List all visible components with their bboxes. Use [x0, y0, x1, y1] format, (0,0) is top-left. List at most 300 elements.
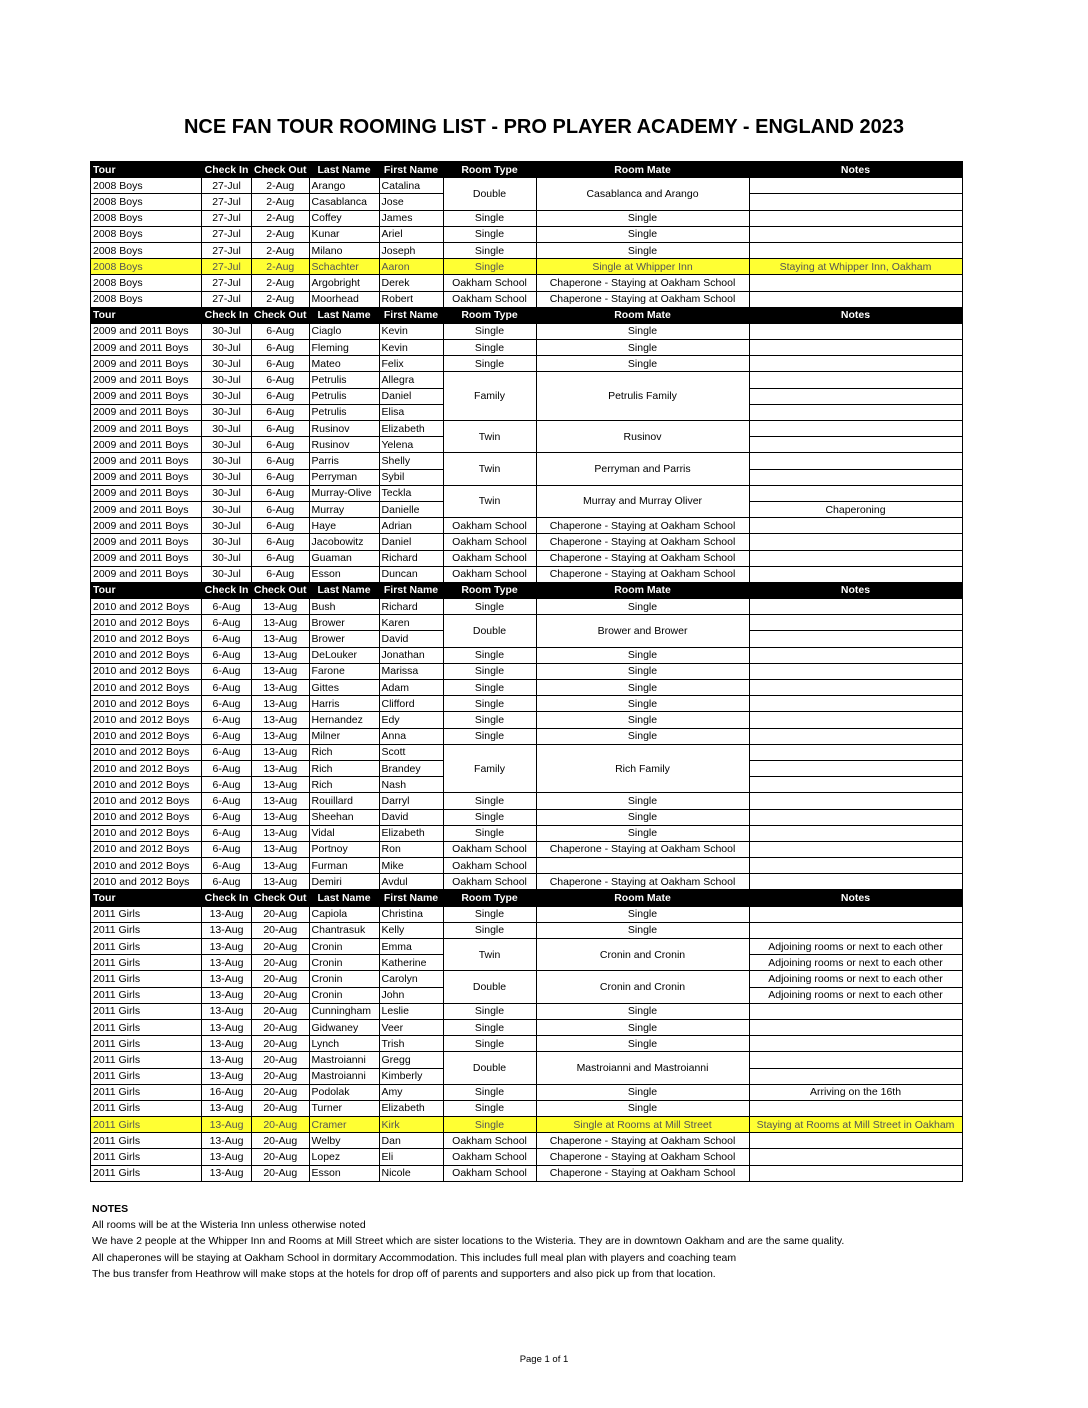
notes-cell — [749, 631, 962, 647]
table-header-row — [91, 890, 963, 906]
check-in-cell: 27-Jul — [202, 178, 252, 194]
last-name-cell: Ciaglo — [309, 323, 379, 339]
tour-cell: 2011 Girls — [91, 1068, 202, 1084]
check-in-cell: 13-Aug — [202, 939, 252, 955]
last-name-cell: Kunar — [309, 226, 379, 242]
check-in-cell: 6-Aug — [202, 680, 252, 696]
room-type-cell: Single — [443, 809, 536, 825]
check-out-cell: 13-Aug — [252, 809, 310, 825]
last-name-cell: Perryman — [309, 469, 379, 485]
header-room-mate: Room Mate — [536, 162, 749, 178]
check-out-cell: 13-Aug — [252, 858, 310, 874]
notes-cell — [749, 841, 962, 857]
notes-section — [92, 1201, 844, 1282]
room-mate-cell: Single — [536, 340, 749, 356]
table-row — [91, 323, 963, 339]
header-tour: Tour — [91, 582, 202, 598]
room-type-cell: Oakham School — [443, 858, 536, 874]
tour-cell: 2010 and 2012 Boys — [91, 647, 202, 663]
check-out-cell: 6-Aug — [252, 485, 310, 501]
header-tour: Tour — [91, 162, 202, 178]
room-mate-cell: Brower and Brower — [536, 615, 749, 647]
first-name-cell: Richard — [379, 599, 443, 615]
room-mate-cell: Single at Rooms at Mill Street — [536, 1117, 749, 1133]
notes-cell — [749, 858, 962, 874]
header-check-out: Check Out — [252, 582, 310, 598]
tour-cell: 2011 Girls — [91, 987, 202, 1003]
first-name-cell: Kevin — [379, 323, 443, 339]
tour-cell: 2008 Boys — [91, 242, 202, 258]
check-out-cell: 20-Aug — [252, 1003, 310, 1019]
tour-cell: 2011 Girls — [91, 1133, 202, 1149]
room-mate-cell: Murray and Murray Oliver — [536, 485, 749, 517]
last-name-cell: Rouillard — [309, 793, 379, 809]
room-type-cell: Single — [443, 696, 536, 712]
table-row — [91, 874, 963, 890]
rooming-table — [90, 161, 963, 1182]
first-name-cell: Edy — [379, 712, 443, 728]
room-type-cell: Oakham School — [443, 291, 536, 307]
check-in-cell: 27-Jul — [202, 210, 252, 226]
room-type-cell: Oakham School — [443, 550, 536, 566]
check-in-cell: 30-Jul — [202, 372, 252, 388]
header-room-type: Room Type — [443, 890, 536, 906]
check-in-cell: 6-Aug — [202, 760, 252, 776]
last-name-cell: Brower — [309, 615, 379, 631]
room-type-cell: Single — [443, 647, 536, 663]
first-name-cell: Robert — [379, 291, 443, 307]
tour-cell: 2010 and 2012 Boys — [91, 615, 202, 631]
room-type-cell: Single — [443, 323, 536, 339]
room-type-cell: Oakham School — [443, 841, 536, 857]
room-type-cell: Single — [443, 356, 536, 372]
room-mate-cell: Single — [536, 647, 749, 663]
check-in-cell: 6-Aug — [202, 858, 252, 874]
room-type-cell: Single — [443, 1100, 536, 1116]
room-type-cell: Single — [443, 825, 536, 841]
notes-cell — [749, 388, 962, 404]
notes-cell — [749, 534, 962, 550]
room-mate-cell: Chaperone - Staying at Oakham School — [536, 566, 749, 582]
header-last-name: Last Name — [309, 162, 379, 178]
room-type-cell: Oakham School — [443, 1133, 536, 1149]
first-name-cell: James — [379, 210, 443, 226]
first-name-cell: Kimberly — [379, 1068, 443, 1084]
notes-cell — [749, 469, 962, 485]
header-notes: Notes — [749, 582, 962, 598]
check-in-cell: 6-Aug — [202, 599, 252, 615]
room-mate-cell: Petrulis Family — [536, 372, 749, 421]
tour-cell: 2009 and 2011 Boys — [91, 469, 202, 485]
room-mate-cell: Single — [536, 663, 749, 679]
tour-cell: 2009 and 2011 Boys — [91, 356, 202, 372]
notes-cell — [749, 1068, 962, 1084]
room-type-cell: Double — [443, 615, 536, 647]
table-row — [91, 421, 963, 437]
room-type-cell: Oakham School — [443, 874, 536, 890]
tour-cell: 2008 Boys — [91, 259, 202, 275]
room-type-cell: Single — [443, 793, 536, 809]
room-mate-cell: Single — [536, 712, 749, 728]
check-out-cell: 13-Aug — [252, 712, 310, 728]
check-in-cell: 27-Jul — [202, 275, 252, 291]
check-in-cell: 6-Aug — [202, 712, 252, 728]
table-row — [91, 1084, 963, 1100]
header-room-mate: Room Mate — [536, 890, 749, 906]
table-row — [91, 226, 963, 242]
check-out-cell: 6-Aug — [252, 340, 310, 356]
notes-cell: Adjoining rooms or next to each other — [749, 971, 962, 987]
notes-cell — [749, 291, 962, 307]
check-out-cell: 6-Aug — [252, 518, 310, 534]
note-line: We have 2 people at the Whipper Inn and Rooms at Mill Street which are sister locations to the Wisteria. They are in downtown Oakham and are the same quality. — [92, 1235, 845, 1248]
room-mate-cell: Single — [536, 356, 749, 372]
check-out-cell: 6-Aug — [252, 566, 310, 582]
check-in-cell: 13-Aug — [202, 922, 252, 938]
notes-cell — [749, 1165, 962, 1181]
first-name-cell: Elizabeth — [379, 825, 443, 841]
notes-cell — [749, 809, 962, 825]
room-mate-cell: Single — [536, 809, 749, 825]
first-name-cell: Ariel — [379, 226, 443, 242]
tour-cell: 2011 Girls — [91, 1100, 202, 1116]
first-name-cell: Catalina — [379, 178, 443, 194]
table-row — [91, 922, 963, 938]
header-last-name: Last Name — [309, 890, 379, 906]
header-first-name: First Name — [379, 162, 443, 178]
first-name-cell: Amy — [379, 1084, 443, 1100]
tour-cell: 2011 Girls — [91, 1165, 202, 1181]
tour-cell: 2011 Girls — [91, 1084, 202, 1100]
check-out-cell: 13-Aug — [252, 841, 310, 857]
room-mate-cell: Casablanca and Arango — [536, 178, 749, 210]
first-name-cell: Elizabeth — [379, 1100, 443, 1116]
first-name-cell: Allegra — [379, 372, 443, 388]
header-notes: Notes — [749, 162, 962, 178]
check-out-cell: 6-Aug — [252, 372, 310, 388]
check-out-cell: 13-Aug — [252, 825, 310, 841]
last-name-cell: Milner — [309, 728, 379, 744]
check-out-cell: 13-Aug — [252, 663, 310, 679]
note-line: All rooms will be at the Wisteria Inn unless otherwise noted — [92, 1219, 366, 1232]
room-mate-cell — [536, 858, 749, 874]
last-name-cell: Jacobowitz — [309, 534, 379, 550]
first-name-cell: Nicole — [379, 1165, 443, 1181]
table-row — [91, 275, 963, 291]
tour-cell: 2010 and 2012 Boys — [91, 631, 202, 647]
room-mate-cell: Rusinov — [536, 421, 749, 453]
table-row — [91, 744, 963, 760]
room-type-cell: Double — [443, 971, 536, 1003]
check-out-cell: 6-Aug — [252, 356, 310, 372]
room-mate-cell: Chaperone - Staying at Oakham School — [536, 841, 749, 857]
room-type-cell: Single — [443, 712, 536, 728]
last-name-cell: Milano — [309, 242, 379, 258]
header-last-name: Last Name — [309, 582, 379, 598]
first-name-cell: Christina — [379, 906, 443, 922]
notes-cell — [749, 712, 962, 728]
first-name-cell: Daniel — [379, 534, 443, 550]
first-name-cell: Trish — [379, 1036, 443, 1052]
table-row — [91, 858, 963, 874]
check-out-cell: 20-Aug — [252, 1052, 310, 1068]
last-name-cell: Rich — [309, 777, 379, 793]
notes-cell — [749, 550, 962, 566]
check-out-cell: 20-Aug — [252, 987, 310, 1003]
check-out-cell: 2-Aug — [252, 291, 310, 307]
room-mate-cell: Chaperone - Staying at Oakham School — [536, 1165, 749, 1181]
room-mate-cell: Single — [536, 323, 749, 339]
room-mate-cell: Single — [536, 599, 749, 615]
check-in-cell: 16-Aug — [202, 1084, 252, 1100]
last-name-cell: Coffey — [309, 210, 379, 226]
last-name-cell: Rich — [309, 760, 379, 776]
header-first-name: First Name — [379, 890, 443, 906]
last-name-cell: Farone — [309, 663, 379, 679]
check-out-cell: 13-Aug — [252, 874, 310, 890]
last-name-cell: Harris — [309, 696, 379, 712]
check-in-cell: 27-Jul — [202, 242, 252, 258]
tour-cell: 2009 and 2011 Boys — [91, 404, 202, 420]
notes-cell: Arriving on the 16th — [749, 1084, 962, 1100]
check-in-cell: 13-Aug — [202, 1165, 252, 1181]
check-in-cell: 13-Aug — [202, 1003, 252, 1019]
room-mate-cell: Single — [536, 922, 749, 938]
check-in-cell: 6-Aug — [202, 615, 252, 631]
notes-cell — [749, 793, 962, 809]
tour-cell: 2009 and 2011 Boys — [91, 323, 202, 339]
room-type-cell: Single — [443, 340, 536, 356]
room-type-cell: Family — [443, 744, 536, 793]
check-in-cell: 30-Jul — [202, 356, 252, 372]
notes-cell — [749, 566, 962, 582]
check-in-cell: 6-Aug — [202, 728, 252, 744]
check-in-cell: 30-Jul — [202, 566, 252, 582]
check-in-cell: 6-Aug — [202, 825, 252, 841]
last-name-cell: Parris — [309, 453, 379, 469]
last-name-cell: Demiri — [309, 874, 379, 890]
notes-cell — [749, 663, 962, 679]
check-in-cell: 6-Aug — [202, 744, 252, 760]
tour-cell: 2010 and 2012 Boys — [91, 712, 202, 728]
last-name-cell: Schachter — [309, 259, 379, 275]
check-in-cell: 6-Aug — [202, 809, 252, 825]
tour-cell: 2011 Girls — [91, 1019, 202, 1035]
tour-cell: 2010 and 2012 Boys — [91, 874, 202, 890]
room-type-cell: Single — [443, 663, 536, 679]
check-in-cell: 13-Aug — [202, 955, 252, 971]
room-mate-cell: Chaperone - Staying at Oakham School — [536, 275, 749, 291]
room-type-cell: Single — [443, 1019, 536, 1035]
notes-cell — [749, 178, 962, 194]
last-name-cell: Brower — [309, 631, 379, 647]
tour-cell: 2010 and 2012 Boys — [91, 599, 202, 615]
check-in-cell: 13-Aug — [202, 1117, 252, 1133]
first-name-cell: Mike — [379, 858, 443, 874]
tour-cell: 2010 and 2012 Boys — [91, 809, 202, 825]
first-name-cell: Danielle — [379, 501, 443, 517]
tour-cell: 2010 and 2012 Boys — [91, 728, 202, 744]
notes-cell — [749, 922, 962, 938]
table-row — [91, 599, 963, 615]
room-mate-cell: Single — [536, 242, 749, 258]
last-name-cell: Bush — [309, 599, 379, 615]
check-in-cell: 13-Aug — [202, 1019, 252, 1035]
last-name-cell: Furman — [309, 858, 379, 874]
last-name-cell: Cramer — [309, 1117, 379, 1133]
first-name-cell: Leslie — [379, 1003, 443, 1019]
room-type-cell: Single — [443, 259, 536, 275]
tour-cell: 2011 Girls — [91, 971, 202, 987]
header-room-type: Room Type — [443, 307, 536, 323]
notes-cell — [749, 226, 962, 242]
first-name-cell: Elizabeth — [379, 421, 443, 437]
first-name-cell: Adam — [379, 680, 443, 696]
notes-cell — [749, 323, 962, 339]
header-notes: Notes — [749, 890, 962, 906]
first-name-cell: Dan — [379, 1133, 443, 1149]
header-room-mate: Room Mate — [536, 582, 749, 598]
first-name-cell: Kevin — [379, 340, 443, 356]
first-name-cell: Kelly — [379, 922, 443, 938]
header-tour: Tour — [91, 890, 202, 906]
header-check-in: Check In — [202, 162, 252, 178]
last-name-cell: Haye — [309, 518, 379, 534]
last-name-cell: Hernandez — [309, 712, 379, 728]
first-name-cell: Emma — [379, 939, 443, 955]
tour-cell: 2010 and 2012 Boys — [91, 841, 202, 857]
first-name-cell: Carolyn — [379, 971, 443, 987]
last-name-cell: Cronin — [309, 987, 379, 1003]
first-name-cell: Yelena — [379, 437, 443, 453]
room-mate-cell: Single — [536, 825, 749, 841]
notes-cell — [749, 615, 962, 631]
table-row — [91, 663, 963, 679]
room-mate-cell: Chaperone - Staying at Oakham School — [536, 874, 749, 890]
notes-cell — [749, 242, 962, 258]
tour-cell: 2009 and 2011 Boys — [91, 372, 202, 388]
tour-cell: 2011 Girls — [91, 1052, 202, 1068]
room-mate-cell: Single — [536, 226, 749, 242]
last-name-cell: Podolak — [309, 1084, 379, 1100]
check-in-cell: 30-Jul — [202, 404, 252, 420]
check-out-cell: 20-Aug — [252, 939, 310, 955]
last-name-cell: Casablanca — [309, 194, 379, 210]
header-last-name: Last Name — [309, 307, 379, 323]
first-name-cell: Brandey — [379, 760, 443, 776]
room-mate-cell: Cronin and Cronin — [536, 971, 749, 1003]
first-name-cell: Aaron — [379, 259, 443, 275]
header-check-in: Check In — [202, 307, 252, 323]
check-out-cell: 2-Aug — [252, 275, 310, 291]
first-name-cell: Shelly — [379, 453, 443, 469]
room-mate-cell: Chaperone - Staying at Oakham School — [536, 1133, 749, 1149]
check-out-cell: 20-Aug — [252, 1149, 310, 1165]
room-mate-cell: Chaperone - Staying at Oakham School — [536, 518, 749, 534]
header-check-in: Check In — [202, 890, 252, 906]
notes-cell — [749, 194, 962, 210]
room-mate-cell: Single — [536, 696, 749, 712]
room-type-cell: Twin — [443, 453, 536, 485]
notes-cell — [749, 777, 962, 793]
tour-cell: 2008 Boys — [91, 194, 202, 210]
notes-cell — [749, 680, 962, 696]
first-name-cell: Karen — [379, 615, 443, 631]
header-first-name: First Name — [379, 582, 443, 598]
table-row — [91, 1117, 963, 1133]
check-in-cell: 6-Aug — [202, 841, 252, 857]
tour-cell: 2011 Girls — [91, 922, 202, 938]
table-row — [91, 518, 963, 534]
check-out-cell: 2-Aug — [252, 210, 310, 226]
room-type-cell: Oakham School — [443, 1149, 536, 1165]
tour-cell: 2011 Girls — [91, 1036, 202, 1052]
tour-cell: 2009 and 2011 Boys — [91, 485, 202, 501]
table-row — [91, 259, 963, 275]
notes-cell — [749, 340, 962, 356]
last-name-cell: Sheehan — [309, 809, 379, 825]
notes-cell — [749, 906, 962, 922]
room-type-cell: Single — [443, 728, 536, 744]
room-type-cell: Single — [443, 1003, 536, 1019]
tour-cell: 2009 and 2011 Boys — [91, 534, 202, 550]
notes-cell — [749, 825, 962, 841]
notes-cell — [749, 744, 962, 760]
tour-cell: 2008 Boys — [91, 291, 202, 307]
room-type-cell: Single — [443, 1117, 536, 1133]
check-in-cell: 13-Aug — [202, 987, 252, 1003]
room-type-cell: Family — [443, 372, 536, 421]
check-in-cell: 30-Jul — [202, 323, 252, 339]
table-row — [91, 1036, 963, 1052]
first-name-cell: Felix — [379, 356, 443, 372]
notes-cell — [749, 1036, 962, 1052]
last-name-cell: Murray — [309, 501, 379, 517]
check-out-cell: 20-Aug — [252, 971, 310, 987]
note-line: All chaperones will be staying at Oakham School in dormitary Accommodation. This includes full meal plan with players and coaching team — [92, 1251, 737, 1264]
check-in-cell: 13-Aug — [202, 971, 252, 987]
last-name-cell: Lynch — [309, 1036, 379, 1052]
notes-cell — [749, 485, 962, 501]
first-name-cell: Sybil — [379, 469, 443, 485]
table-row — [91, 178, 963, 194]
table-header-row — [91, 307, 963, 323]
notes-heading: NOTES — [92, 1203, 129, 1215]
tour-cell: 2009 and 2011 Boys — [91, 453, 202, 469]
first-name-cell: Clifford — [379, 696, 443, 712]
check-out-cell: 13-Aug — [252, 615, 310, 631]
check-out-cell: 20-Aug — [252, 1100, 310, 1116]
first-name-cell: Joseph — [379, 242, 443, 258]
room-mate-cell: Single — [536, 793, 749, 809]
table-row — [91, 906, 963, 922]
table-row — [91, 728, 963, 744]
notes-cell — [749, 453, 962, 469]
tour-cell: 2011 Girls — [91, 1149, 202, 1165]
last-name-cell: Moorhead — [309, 291, 379, 307]
check-out-cell: 6-Aug — [252, 437, 310, 453]
notes-cell — [749, 1100, 962, 1116]
room-mate-cell: Chaperone - Staying at Oakham School — [536, 291, 749, 307]
check-in-cell: 13-Aug — [202, 1036, 252, 1052]
check-in-cell: 30-Jul — [202, 550, 252, 566]
first-name-cell: Marissa — [379, 663, 443, 679]
last-name-cell: Petrulis — [309, 404, 379, 420]
last-name-cell: Petrulis — [309, 388, 379, 404]
tour-cell: 2010 and 2012 Boys — [91, 760, 202, 776]
header-room-type: Room Type — [443, 582, 536, 598]
check-out-cell: 20-Aug — [252, 1165, 310, 1181]
